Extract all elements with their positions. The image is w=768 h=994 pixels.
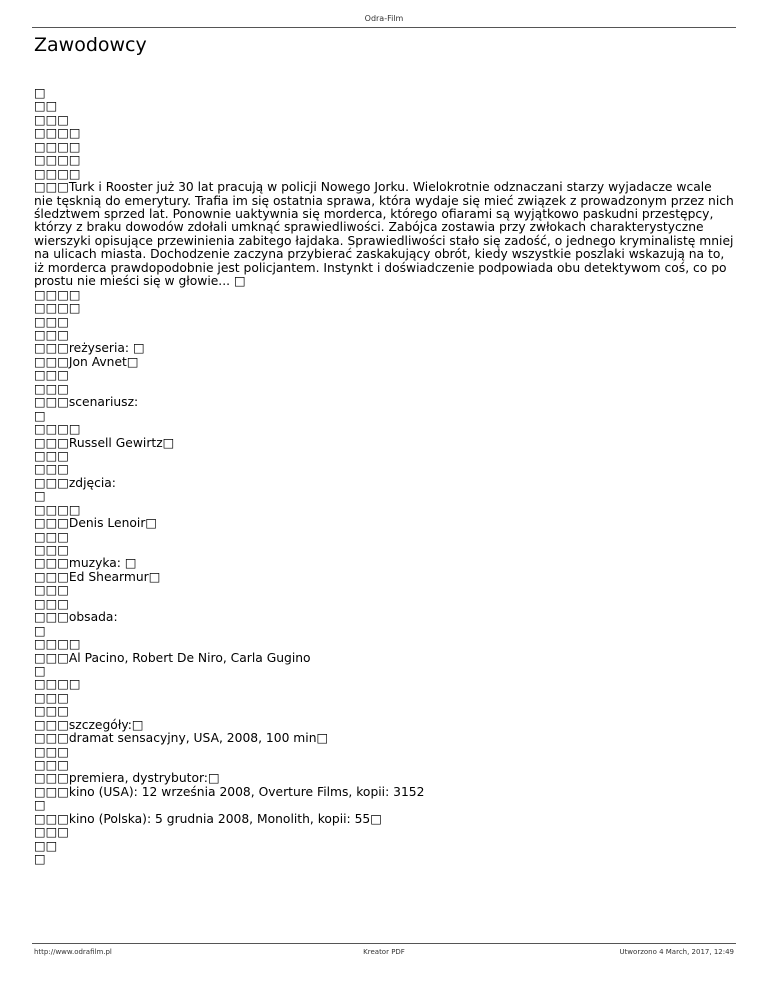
film-description: □□□Turk i Rooster już 30 lat pracują w policji Nowego Jorku. Wielokrotnie odznaczani starzy wyjadacze wcale nie tęsknią do emerytury. Trafia im się ostatnia sprawa, która wydaje się mieć związek z prowadzonym przez nich śledztwem sprzed lat. Ponownie uaktywnia się morderca, którego ofiarami są wyjątkowo paskudni przestępcy, którzy z braku dowodów zdołali umknąć sprawiedliwości. Zabójca zostawia przy zwłokach charakterystyczne wierszyki opisujące przewinienia zabitego łajdaka. Sprawiedliwości stało się zadość, o jednego kryminalistę mniej na ulicach miasta. Dochodzenie zaczyna przybierać zaskakujący obrót, kiedy wszystkie poszlaki wskazują na to, iż morderca prawdopodobnie jest policjantem. Instynkt i doświadczenie podpowiada obu detektywom coś, co po prostu nie mieści się w głowie... □	[34, 180, 734, 289]
detail-line: □□□reżyseria: □	[34, 341, 145, 356]
detail-line: □□□szczegóły:□	[34, 717, 144, 732]
footer-url[interactable]: http://www.odrafilm.pl	[34, 948, 112, 956]
detail-line: □□□	[34, 462, 69, 477]
detail-line: □□□□	[34, 637, 81, 652]
detail-line: □□□zdjęcia:	[34, 475, 116, 490]
page-header: Odra-Film	[364, 14, 404, 23]
detail-line: □□□Ed Shearmur□	[34, 569, 161, 584]
detail-line: □□□obsada:	[34, 610, 118, 625]
detail-line: □	[34, 408, 46, 423]
detail-line: □□□premiera, dystrybutor:□	[34, 771, 220, 786]
detail-line: □	[34, 798, 46, 813]
footer-divider	[32, 943, 736, 944]
detail-line: □□□□	[34, 287, 81, 302]
text-line: □□□□	[34, 126, 81, 141]
detail-line: □□□Russell Gewirtz□	[34, 435, 175, 450]
leading-lines	[34, 87, 734, 181]
detail-line: □□□	[34, 543, 69, 557]
detail-line: □□□□	[34, 422, 81, 437]
detail-line: □□□scenariusz:	[34, 395, 139, 410]
detail-line: □□□□	[34, 677, 81, 692]
detail-line: □□□kino (USA): 12 września 2008, Overture Films, kopii: 3152	[34, 784, 425, 799]
detail-line: □□□	[34, 529, 69, 544]
detail-line: □	[34, 489, 46, 504]
detail-line: □	[34, 623, 46, 638]
detail-line: □□□kino (Polska): 5 grudnia 2008, Monolith, kopii: 55□	[34, 811, 382, 826]
header-divider	[32, 27, 736, 28]
text-line: □	[34, 86, 46, 100]
text-line: □□□□	[34, 139, 81, 154]
detail-line: □□□□	[34, 502, 81, 517]
detail-line: □□□	[34, 704, 69, 719]
detail-line: □□□Al Pacino, Robert De Niro, Carla Gugino	[34, 650, 311, 665]
detail-line: □	[34, 852, 46, 867]
detail-line: □□□	[34, 448, 69, 463]
detail-line: □□	[34, 838, 58, 853]
detail-line: □□□dramat sensacyjny, USA, 2008, 100 min□	[34, 731, 329, 746]
detail-line: □□□Jon Avnet□	[34, 354, 139, 369]
detail-line: □□□	[34, 314, 69, 329]
detail-line: □□□	[34, 825, 69, 840]
text-line: □□□□	[34, 166, 81, 181]
text-line: □□□	[34, 112, 69, 127]
detail-line: □□□	[34, 690, 69, 705]
film-details	[34, 289, 734, 867]
detail-line: □□□	[34, 744, 69, 759]
text-line: □□□□	[34, 153, 81, 168]
detail-line: □□□	[34, 381, 69, 396]
detail-line: □□□	[34, 583, 69, 598]
detail-line: □□□□	[34, 301, 81, 316]
detail-line: □	[34, 663, 46, 678]
footer-created: Utworzono 4 March, 2017, 12:49	[619, 948, 734, 956]
page-title: Zawodowcy	[34, 34, 147, 56]
article-content	[34, 87, 734, 867]
detail-line: □□□Denis Lenoir□	[34, 516, 158, 531]
detail-line: □□□	[34, 328, 69, 342]
detail-line: □□□	[34, 368, 69, 383]
text-line: □□	[34, 99, 58, 114]
detail-line: □□□	[34, 758, 69, 772]
detail-line: □□□muzyka: □	[34, 556, 137, 571]
footer-generator: Kreator PDF	[363, 948, 405, 956]
detail-line: □□□	[34, 596, 69, 611]
